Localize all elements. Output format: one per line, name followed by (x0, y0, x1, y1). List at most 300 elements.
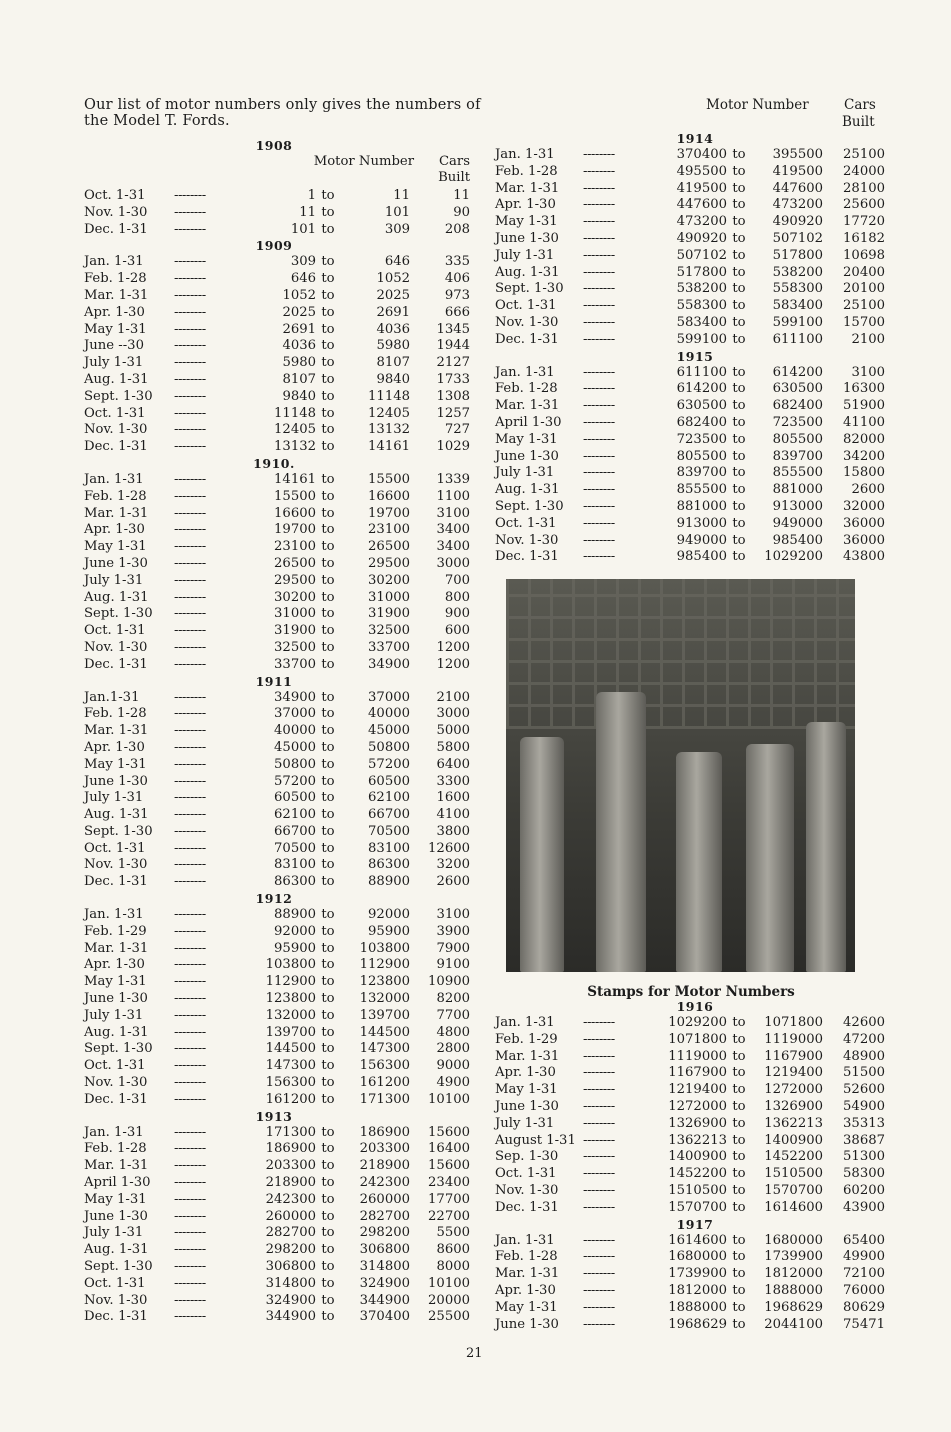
month-label: July 1-31 (495, 465, 555, 481)
leader-dots: -------- (174, 522, 206, 538)
motor-number-to: 14161 (368, 439, 410, 455)
to-word: to (732, 1249, 746, 1265)
month-label: Jan. 1-31 (495, 1015, 555, 1030)
table-row (84, 406, 474, 423)
cars-built: 51300 (843, 1149, 885, 1165)
cars-built: 1029 (436, 439, 470, 455)
leader-dots: -------- (583, 147, 615, 162)
month-label: Aug. 1-31 (84, 1242, 149, 1258)
motor-number-from: 4036 (282, 338, 316, 354)
motor-number-to: 839700 (772, 448, 823, 464)
cars-built: 20100 (843, 281, 885, 297)
cars-built: 8200 (436, 991, 470, 1007)
month-label: Oct. 1-31 (84, 1058, 146, 1074)
leader-dots: -------- (583, 1232, 615, 1248)
table-row (84, 271, 474, 288)
cars-built: 10900 (428, 974, 470, 990)
table-row (495, 265, 887, 282)
table-row (84, 1158, 474, 1175)
left-column-header (84, 154, 474, 188)
motor-number-to: 298200 (359, 1225, 410, 1241)
motor-number-to: 19700 (368, 505, 410, 521)
table-row (84, 1259, 474, 1276)
leader-dots: -------- (174, 790, 206, 806)
motor-number-from: 11 (299, 204, 316, 220)
motor-number-from: 161200 (265, 1091, 316, 1107)
to-word: to (732, 230, 746, 246)
motor-number-to: 913000 (772, 498, 823, 514)
motor-number-to: 144500 (359, 1024, 410, 1040)
month-label: Nov. 1-30 (495, 1182, 559, 1198)
cars-built: 80629 (843, 1299, 885, 1315)
cars-built: 3400 (436, 522, 470, 538)
to-word: to (321, 1075, 335, 1091)
table-row (495, 1183, 887, 1200)
cars-built: 47200 (843, 1031, 885, 1047)
to-word: to (732, 1082, 746, 1098)
motor-number-from: 630500 (676, 398, 727, 414)
to-word: to (321, 1225, 335, 1241)
motor-number-from: 31900 (274, 623, 316, 639)
cars-built: 3100 (436, 505, 470, 521)
motor-number-from: 1052 (282, 287, 316, 303)
leader-dots: -------- (174, 739, 206, 755)
leader-dots: -------- (174, 723, 206, 739)
month-label: Sep. 1-30 (495, 1149, 559, 1165)
stamps-photo (506, 579, 855, 972)
table-row (495, 315, 887, 332)
motor-number-to: 1968629 (764, 1299, 823, 1315)
motor-number-to: 490920 (772, 214, 823, 230)
table-row (495, 1032, 887, 1049)
cars-built: 16182 (843, 230, 885, 246)
month-label: Sept. 1-30 (84, 388, 153, 404)
motor-number-from: 723500 (676, 431, 727, 447)
cars-built: 1345 (436, 321, 470, 337)
cars-built: 17720 (843, 214, 885, 230)
to-word: to (732, 482, 746, 498)
table-row (84, 322, 474, 339)
leader-dots: -------- (583, 498, 615, 514)
motor-number-to: 1614600 (764, 1199, 823, 1215)
table-row (84, 907, 474, 924)
motor-number-from: 298200 (265, 1242, 316, 1258)
to-word: to (321, 940, 335, 956)
to-word: to (732, 515, 746, 531)
motor-number-from: 490920 (676, 230, 727, 246)
to-word: to (321, 1058, 335, 1074)
leader-dots: -------- (174, 471, 206, 487)
cars-built: 600 (444, 623, 470, 639)
motor-number-to: 16600 (368, 488, 410, 504)
month-label: Feb. 1-28 (495, 163, 558, 179)
motor-number-to: 1272000 (764, 1082, 823, 1098)
cars-built: 76000 (843, 1282, 885, 1298)
to-word: to (321, 907, 335, 923)
table-row (84, 288, 474, 305)
table-row (84, 254, 474, 271)
leader-dots: -------- (174, 940, 206, 956)
motor-number-from: 123800 (265, 991, 316, 1007)
cars-built: 12600 (428, 840, 470, 856)
stamp-photo-1 (520, 737, 564, 972)
cars-built: 335 (444, 254, 470, 270)
month-label: Dec. 1-31 (84, 1309, 148, 1325)
table-row (84, 623, 474, 640)
to-word: to (321, 1208, 335, 1224)
leader-dots: -------- (174, 840, 206, 856)
motor-number-to: 86300 (368, 857, 410, 873)
to-word: to (321, 304, 335, 320)
to-word: to (732, 264, 746, 280)
leader-dots: -------- (583, 465, 615, 481)
leader-dots: -------- (174, 1275, 206, 1291)
to-word: to (321, 1275, 335, 1291)
stamp-photo-2 (596, 692, 646, 972)
built-header: Built (438, 170, 470, 185)
table-row (495, 1166, 887, 1183)
leader-dots: -------- (583, 515, 615, 531)
motor-number-to: 31900 (368, 606, 410, 622)
motor-number-to: 11 (393, 188, 410, 203)
to-word: to (321, 522, 335, 538)
motor-number-to: 1071800 (764, 1015, 823, 1030)
to-word: to (321, 505, 335, 521)
cars-built: 34200 (843, 448, 885, 464)
table-row (495, 449, 887, 466)
month-label: Dec. 1-31 (84, 874, 148, 890)
cars-built: 16300 (843, 381, 885, 397)
to-word: to (732, 314, 746, 330)
table-row (84, 422, 474, 439)
table-row (495, 1249, 887, 1266)
right-motor-number-header: Motor Number (706, 97, 809, 113)
cars-built: 1600 (436, 790, 470, 806)
motor-number-from: 203300 (265, 1158, 316, 1174)
leader-dots: -------- (174, 221, 206, 237)
cars-built: 25500 (428, 1309, 470, 1325)
motor-number-from: 1362213 (668, 1132, 727, 1148)
table-row (495, 381, 887, 398)
cars-built: 43800 (843, 549, 885, 565)
table-row (495, 1099, 887, 1116)
month-label: May 1-31 (495, 431, 558, 447)
motor-number-to: 156300 (359, 1058, 410, 1074)
table-row (495, 1200, 887, 1217)
month-label: May 1-31 (84, 1191, 147, 1207)
leader-dots: -------- (583, 482, 615, 498)
cars-built: 700 (444, 572, 470, 588)
month-label: Feb. 1-28 (84, 271, 147, 287)
month-label: June 1-30 (495, 448, 559, 464)
table-row (84, 389, 474, 406)
cars-built: 20400 (843, 264, 885, 280)
to-word: to (321, 1124, 335, 1140)
month-label: August 1-31 (495, 1132, 576, 1148)
year-heading: 1908 (255, 138, 293, 153)
motor-number-from: 1812000 (668, 1282, 727, 1298)
to-word: to (321, 287, 335, 303)
leader-dots: -------- (174, 589, 206, 605)
month-label: Oct. 1-31 (495, 298, 557, 314)
month-label: June --30 (84, 338, 144, 354)
month-label: July 1-31 (84, 1007, 144, 1023)
to-word: to (732, 414, 746, 430)
cars-built: 5000 (436, 723, 470, 739)
cars-built: 24000 (843, 163, 885, 179)
motor-number-to: 646 (384, 254, 410, 270)
table-row (84, 1309, 474, 1326)
motor-number-from: 57200 (274, 773, 316, 789)
motor-number-from: 11148 (274, 405, 316, 421)
month-label: Oct. 1-31 (495, 1166, 557, 1182)
year-heading: 1911 (255, 673, 293, 689)
motor-number-from: 538200 (676, 281, 727, 297)
motor-number-to: 15500 (368, 471, 410, 487)
motor-number-to: 517800 (772, 247, 823, 263)
motor-number-from: 218900 (265, 1175, 316, 1191)
to-word: to (732, 331, 746, 347)
table-row (84, 1075, 474, 1092)
table-row (84, 790, 474, 807)
cars-built: 10100 (428, 1275, 470, 1291)
leader-dots: -------- (583, 448, 615, 464)
motor-number-to: 101 (384, 204, 410, 220)
motor-number-from: 881000 (676, 498, 727, 514)
cars-built: 1339 (436, 471, 470, 487)
intro-paragraph: Our list of motor numbers only gives the numbers of the Model T. Fords. (84, 97, 481, 129)
leader-dots: -------- (174, 957, 206, 973)
cars-built: 75471 (843, 1316, 885, 1332)
motor-number-from: 646 (290, 271, 316, 287)
motor-number-to: 395500 (772, 147, 823, 162)
cars-built: 8600 (436, 1242, 470, 1258)
leader-dots: -------- (583, 331, 615, 347)
to-word: to (321, 1141, 335, 1157)
motor-number-from: 62100 (274, 807, 316, 823)
leader-dots: -------- (583, 1015, 615, 1030)
motor-number-from: 37000 (274, 706, 316, 722)
motor-number-to: 50800 (368, 739, 410, 755)
motor-number-from: 517800 (676, 264, 727, 280)
leader-dots: -------- (583, 398, 615, 414)
to-word: to (732, 1232, 746, 1248)
to-word: to (321, 271, 335, 287)
leader-dots: -------- (174, 639, 206, 655)
month-label: May 1-31 (84, 321, 147, 337)
to-word: to (321, 1191, 335, 1207)
motor-number-from: 913000 (676, 515, 727, 531)
month-label: Mar. 1-31 (495, 1048, 560, 1064)
month-label: Apr. 1-30 (84, 957, 145, 973)
motor-number-from: 103800 (265, 957, 316, 973)
leader-dots: -------- (174, 907, 206, 923)
leader-dots: -------- (174, 1158, 206, 1174)
motor-number-from: 306800 (265, 1259, 316, 1275)
motor-number-to: 23100 (368, 522, 410, 538)
table-row (84, 606, 474, 623)
motor-number-to: 242300 (359, 1175, 410, 1191)
motor-number-to: 1400900 (764, 1132, 823, 1148)
leader-dots: -------- (583, 264, 615, 280)
motor-number-from: 473200 (676, 214, 727, 230)
month-label: June 1-30 (84, 991, 148, 1007)
motor-number-from: 23100 (274, 539, 316, 555)
to-word: to (321, 1007, 335, 1023)
to-word: to (321, 689, 335, 705)
motor-number-to: 70500 (368, 823, 410, 839)
motor-number-to: 344900 (359, 1292, 410, 1308)
cars-built: 36000 (843, 515, 885, 531)
table-row (495, 214, 887, 231)
to-word: to (321, 539, 335, 555)
leader-dots: -------- (174, 254, 206, 270)
to-word: to (732, 1031, 746, 1047)
table-row (495, 549, 887, 566)
leader-dots: -------- (583, 281, 615, 297)
motor-number-to: 95900 (368, 923, 410, 939)
cars-built: 2127 (436, 355, 470, 371)
month-label: July 1-31 (84, 1225, 144, 1241)
cars-built: 208 (444, 221, 470, 237)
month-label: Sept. 1-30 (84, 1259, 153, 1275)
table-row (84, 1041, 474, 1058)
leader-dots: -------- (174, 338, 206, 354)
to-word: to (321, 1158, 335, 1174)
to-word: to (732, 1149, 746, 1165)
motor-number-to: 171300 (359, 1091, 410, 1107)
to-word: to (732, 1065, 746, 1081)
leader-dots: -------- (174, 555, 206, 571)
to-word: to (732, 1199, 746, 1215)
motor-number-from: 1119000 (668, 1048, 727, 1064)
table-row (84, 439, 474, 456)
month-label: June 1-30 (495, 230, 559, 246)
year-heading: 1915 (676, 348, 714, 364)
month-label: Mar. 1-31 (84, 940, 149, 956)
to-word: to (321, 405, 335, 421)
motor-number-to: 32500 (368, 623, 410, 639)
motor-number-to: 1888000 (764, 1282, 823, 1298)
table-row (84, 657, 474, 674)
leader-dots: -------- (583, 1031, 615, 1047)
month-label: May 1-31 (495, 214, 558, 230)
cars-built: 3000 (436, 555, 470, 571)
cars-built: 15600 (428, 1158, 470, 1174)
leader-dots: -------- (174, 1242, 206, 1258)
motor-number-from: 324900 (265, 1292, 316, 1308)
to-word: to (321, 790, 335, 806)
motor-number-to: 599100 (772, 314, 823, 330)
to-word: to (321, 1175, 335, 1191)
month-label: Sept. 1-30 (495, 281, 564, 297)
table-row (84, 740, 474, 757)
table-row (495, 1133, 887, 1150)
table-row (495, 482, 887, 499)
leader-dots: -------- (174, 756, 206, 772)
cars-built: 2600 (851, 482, 885, 498)
leader-dots: -------- (174, 488, 206, 504)
motor-number-to: 583400 (772, 298, 823, 314)
table-row (495, 332, 887, 349)
to-word: to (321, 723, 335, 739)
year-heading: 1909 (255, 238, 293, 254)
motor-number-to: 66700 (368, 807, 410, 823)
to-word: to (321, 555, 335, 571)
cars-built: 16400 (428, 1141, 470, 1157)
to-word: to (732, 448, 746, 464)
month-label: Dec. 1-31 (495, 1199, 559, 1215)
leader-dots: -------- (583, 163, 615, 179)
table-row (495, 181, 887, 198)
motor-number-from: 66700 (274, 823, 316, 839)
to-word: to (321, 589, 335, 605)
to-word: to (732, 180, 746, 196)
to-word: to (732, 1098, 746, 1114)
motor-number-from: 171300 (265, 1124, 316, 1140)
leader-dots: -------- (583, 314, 615, 330)
motor-number-from: 5980 (282, 355, 316, 371)
leader-dots: -------- (174, 1292, 206, 1308)
motor-number-to: 2691 (376, 304, 410, 320)
motor-number-from: 8107 (282, 371, 316, 387)
leader-dots: -------- (174, 188, 206, 203)
motor-number-to: 1326900 (764, 1098, 823, 1114)
leader-dots: -------- (583, 1115, 615, 1131)
month-label: Mar. 1-31 (495, 1266, 560, 1282)
motor-number-from: 50800 (274, 756, 316, 772)
motor-number-to: 2044100 (764, 1316, 823, 1332)
motor-number-from: 1 (307, 188, 316, 203)
cars-built: 727 (444, 422, 470, 438)
leader-dots: -------- (583, 230, 615, 246)
motor-number-to: 30200 (368, 572, 410, 588)
motor-number-to: 1739900 (764, 1249, 823, 1265)
table-row (84, 841, 474, 858)
cars-built: 60200 (843, 1182, 885, 1198)
cars-built: 1100 (436, 488, 470, 504)
to-word: to (732, 281, 746, 297)
month-label: Feb. 1-28 (84, 488, 147, 504)
to-word: to (732, 1182, 746, 1198)
motor-number-from: 112900 (265, 974, 316, 990)
motor-number-to: 112900 (359, 957, 410, 973)
motor-number-from: 1219400 (668, 1082, 727, 1098)
motor-number-to: 1362213 (764, 1115, 823, 1131)
motor-number-to: 2025 (376, 287, 410, 303)
table-row (84, 941, 474, 958)
to-word: to (321, 957, 335, 973)
month-label: Aug. 1-31 (495, 264, 560, 280)
to-word: to (321, 756, 335, 772)
leader-dots: -------- (174, 1075, 206, 1091)
month-label: Nov. 1-30 (84, 422, 148, 438)
table-row (495, 231, 887, 248)
cars-built: 65400 (843, 1232, 885, 1248)
leader-dots: -------- (174, 623, 206, 639)
page-number: 21 (466, 1346, 483, 1361)
leader-dots: -------- (174, 874, 206, 890)
to-word: to (321, 388, 335, 404)
cars-built: 49900 (843, 1249, 885, 1265)
table-row (495, 465, 887, 482)
month-label: Feb. 1-28 (495, 1249, 558, 1265)
motor-number-from: 32500 (274, 639, 316, 655)
month-label: July 1-31 (84, 572, 144, 588)
to-word: to (321, 706, 335, 722)
motor-number-to: 611100 (772, 331, 823, 347)
cars-built: 5800 (436, 739, 470, 755)
